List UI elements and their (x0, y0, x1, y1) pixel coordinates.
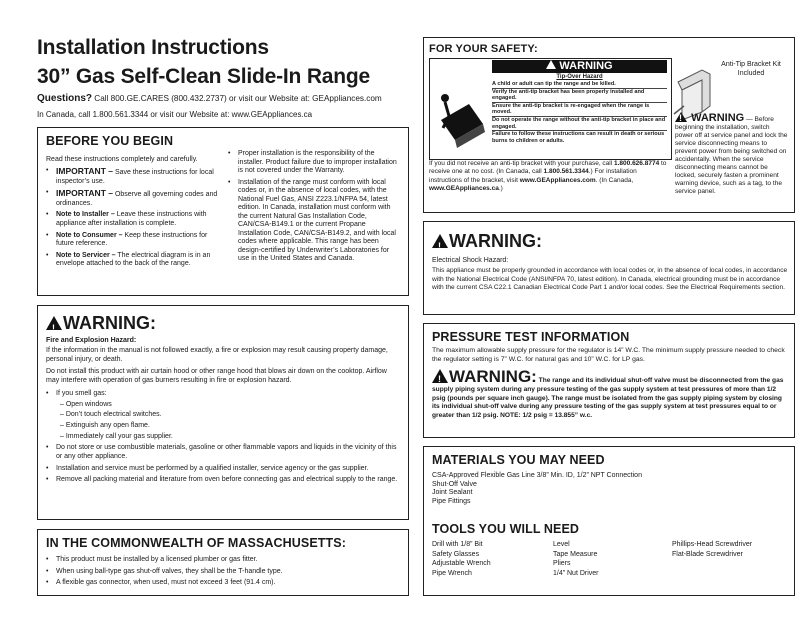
list-item: 1/4” Nut Driver (553, 569, 599, 577)
list-item: Level (553, 541, 570, 548)
list-item: Pliers (553, 560, 571, 568)
pressure-text: The maximum allowable supply pressure for the regulator is 14” W.C. The minimum supply pressure needed to check the regulator setting is 7” W.C. for natural gas and 10” W.C. for LP gas. (432, 347, 785, 363)
before-you-begin-box (37, 127, 409, 296)
before-title: BEFORE YOU BEGIN (46, 134, 174, 148)
tools-col-3 (672, 540, 790, 559)
questions-label: Questions? (37, 93, 93, 104)
elec-subtitle: Electrical Shock Hazard: (432, 257, 509, 264)
label-lines: A child or adult can tip the range and be killed. Verify the anti-tip bracket has been properly installed and engaged. Ensure the anti-tip bracket is re-engaged when the range is moved. Do not operate the range without the anti-tip bracket in place and engaged. Failure to follow these instructions can result in death or serious burns to children or adults. (492, 81, 666, 144)
warning-triangle-icon (546, 60, 556, 69)
list-item: • IMPORTANT – Save these instructions for local inspector’s use. (46, 167, 218, 186)
list-item: • This product must be installed by a licensed plumber or gas fitter. (46, 556, 402, 565)
list-item: Drill with 1/8” Bit (432, 541, 483, 548)
materials-title: MATERIALS YOU MAY NEED (432, 453, 605, 467)
list-item: • Do not store or use combustible materials, gasoline or other flammable vapors and liquids in the vicinity of this or any other appliance. (46, 444, 402, 461)
list-item: Joint Sealant (432, 489, 473, 496)
massachusetts-title: IN THE COMMONWEALTH OF MASSACHUSETTS: (46, 536, 346, 550)
tools-title: TOOLS YOU WILL NEED (432, 522, 580, 536)
pressure-title: PRESSURE TEST INFORMATION (432, 330, 630, 344)
pressure-test-box (423, 323, 795, 438)
fire-para-1: If the information in the manual is not followed exactly, a fire or explosion may result causing property damage, personal injury, or death. (46, 347, 388, 363)
list-item: Shut-Off Valve (432, 480, 477, 488)
warning-triangle-icon (46, 316, 62, 330)
pressure-warning-text: The range and its individual shut-off valve must be disconnected from the gas supply piping system during any pressure testing of the gas supply system at test pressures of more than 1/2 psig (pounds per square inch gauge). The range must be isolated from the gas supply piping system by closing its individual shut-off valve during any pressure testing of the gas supply system at test pressures equal to or greater than 1/2 psig. NOTE: 1/2 psig = 13.855” w.c. (432, 377, 784, 420)
list-item: Tape Measure (553, 550, 598, 558)
elec-text: This appliance must be properly grounded in accordance with local codes or, in the absence of local codes, in accordance with the National Electrical Code (ANSI/NFPA 70, latest edition). In Canada, electrical grounding must be in accordance with the current CSA C22.1 Canadian Electrical Code Part 1 and/or local codes. See the Electrical Requirements section. (432, 267, 788, 292)
list-item: • When using ball-type gas shut-off valves, they shall be the T-handle type. (46, 568, 402, 577)
materials-list (432, 472, 642, 506)
before-list-right (228, 150, 400, 264)
fire-body (46, 347, 402, 485)
warning-triangle-icon (675, 112, 687, 122)
before-intro: Read these instructions completely and carefully. (46, 156, 198, 163)
page-subtitle: 30” Gas Self-Clean Slide-In Range (37, 65, 370, 88)
massachusetts-list (46, 556, 402, 588)
bracket-caption: Anti-Tip Bracket Kit Included (721, 61, 781, 77)
list-item: • Note to Consumer – Keep these instructions for future reference. (46, 232, 218, 249)
list-item: • IMPORTANT – Observe all governing codes and ordinances. (46, 189, 218, 208)
questions-text: Call 800.GE.CARES (800.432.2737) or visit our Website at: GEAppliances.com (94, 94, 382, 103)
bracket-note: If you did not receive an anti-tip bracket with your purchase, call 1.800.626.8774 to receive one at no cost. (In Canada, call 1.800.561.3344.) For installation instructions of the bracket, visit www.GEAppliances.com. (In Canada, www.GEAppliances.ca.) (429, 160, 667, 193)
safety-box (423, 37, 795, 213)
website-link-canada[interactable]: www.GEAppliances.ca (429, 185, 499, 193)
warning-triangle-icon (432, 234, 448, 248)
list-item: • Installation of the range must conform with local codes or, in the absence of local codes, with the National Fuel Gas, ANSI Z223.1/NFPA 54, latest edition. In Canada, installation must conform with the current Natural Gas Installation Code, CAN/CSA-B149.1 or the current Propane Installation Code, CAN/CSA-B149.2, and with local codes where applicable. This range has been design-certified by Underwriter’s Laboratories for use in the United States and Canada. (228, 179, 400, 264)
list-item: • Note to Servicer – The electrical diagram is in an envelope attached to the back of the range. (46, 252, 218, 269)
label-warning-banner: WARNING (492, 60, 667, 73)
list-item: Adjustable Wrench (432, 560, 491, 568)
list-item: Pipe Fittings (432, 497, 471, 505)
website-link[interactable]: www.GEAppliances.com (519, 176, 596, 184)
fire-warning-box (37, 305, 409, 520)
elec-warning-heading: !WARNING: (432, 231, 542, 251)
electrical-warning-box (423, 221, 795, 315)
warning-triangle-icon (432, 369, 448, 383)
fire-list (46, 390, 402, 485)
tools-col-1 (432, 540, 552, 578)
pressure-warning (432, 368, 788, 421)
list-item: • A flexible gas connector, when used, must not exceed 3 feet (91.4 cm). (46, 579, 402, 588)
side-warning (675, 112, 789, 196)
materials-tools-box (423, 446, 795, 596)
page-title: Installation Instructions (37, 36, 269, 59)
massachusetts-box (37, 529, 409, 596)
tools-col-2 (553, 540, 663, 578)
list-item: CSA-Approved Flexible Gas Line 3/8” Min. ID, 1/2” NPT Connection (432, 472, 642, 479)
canada-line: In Canada, call 1.800.561.3344 or visit our Website at: www.GEAppliances.ca (37, 110, 313, 119)
list-item: • Proper installation is the responsibility of the installer. Product failure due to improper installation is not covered under the Warranty. (228, 150, 400, 176)
fire-para-2: Do not install this product with air curtain hood or other range hood that blows air down on the cooktop. Airflow may interfere with operation of gas burners resulting in fire or explosion hazard. (46, 368, 387, 385)
questions-line (37, 93, 382, 104)
tip-over-icon (433, 62, 488, 154)
label-tip-title: Tip-Over Hazard (556, 74, 603, 80)
tip-over-text (492, 60, 667, 144)
list-item: Flat-Blade Screwdriver (672, 550, 743, 558)
list-item: Phillips-Head Screwdriver (672, 541, 753, 548)
safety-title: FOR YOUR SAFETY: (429, 43, 538, 55)
list-item: • Installation and service must be performed by a qualified installer, service agency or the gas supplier. (46, 465, 402, 474)
list-item: Pipe Wrench (432, 569, 472, 577)
before-list-left (46, 167, 218, 269)
fire-warning-heading: !WARNING: (46, 313, 156, 333)
list-item: • Note to Installer – Leave these instructions with appliance after installation is complete. (46, 211, 218, 228)
fire-subtitle: Fire and Explosion Hazard: (46, 337, 137, 344)
pressure-warning-heading: !WARNING: (432, 367, 537, 386)
side-warning-heading: ! WARNING (675, 112, 744, 124)
tip-over-label (429, 58, 672, 160)
list-item: • Remove all packing material and literature from oven before connecting gas and electrical supply to the range. (46, 476, 402, 485)
tip-over-illustration (433, 62, 488, 154)
side-warning-text: — Before beginning the installation, switch power off at service panel and lock the service disconnecting means to prevent power from being switched on accidentally. When the service disconnecting means cannot be locked, securely fasten a prominent warning device, such as a tag, to the service panel. (675, 116, 788, 195)
list-item: • If you smell gas: – Open windows – Don’t touch electrical switches. – Extinguish any open flame. – Immediately call your gas supplier. (46, 390, 402, 442)
list-item: Safety Glasses (432, 550, 480, 558)
